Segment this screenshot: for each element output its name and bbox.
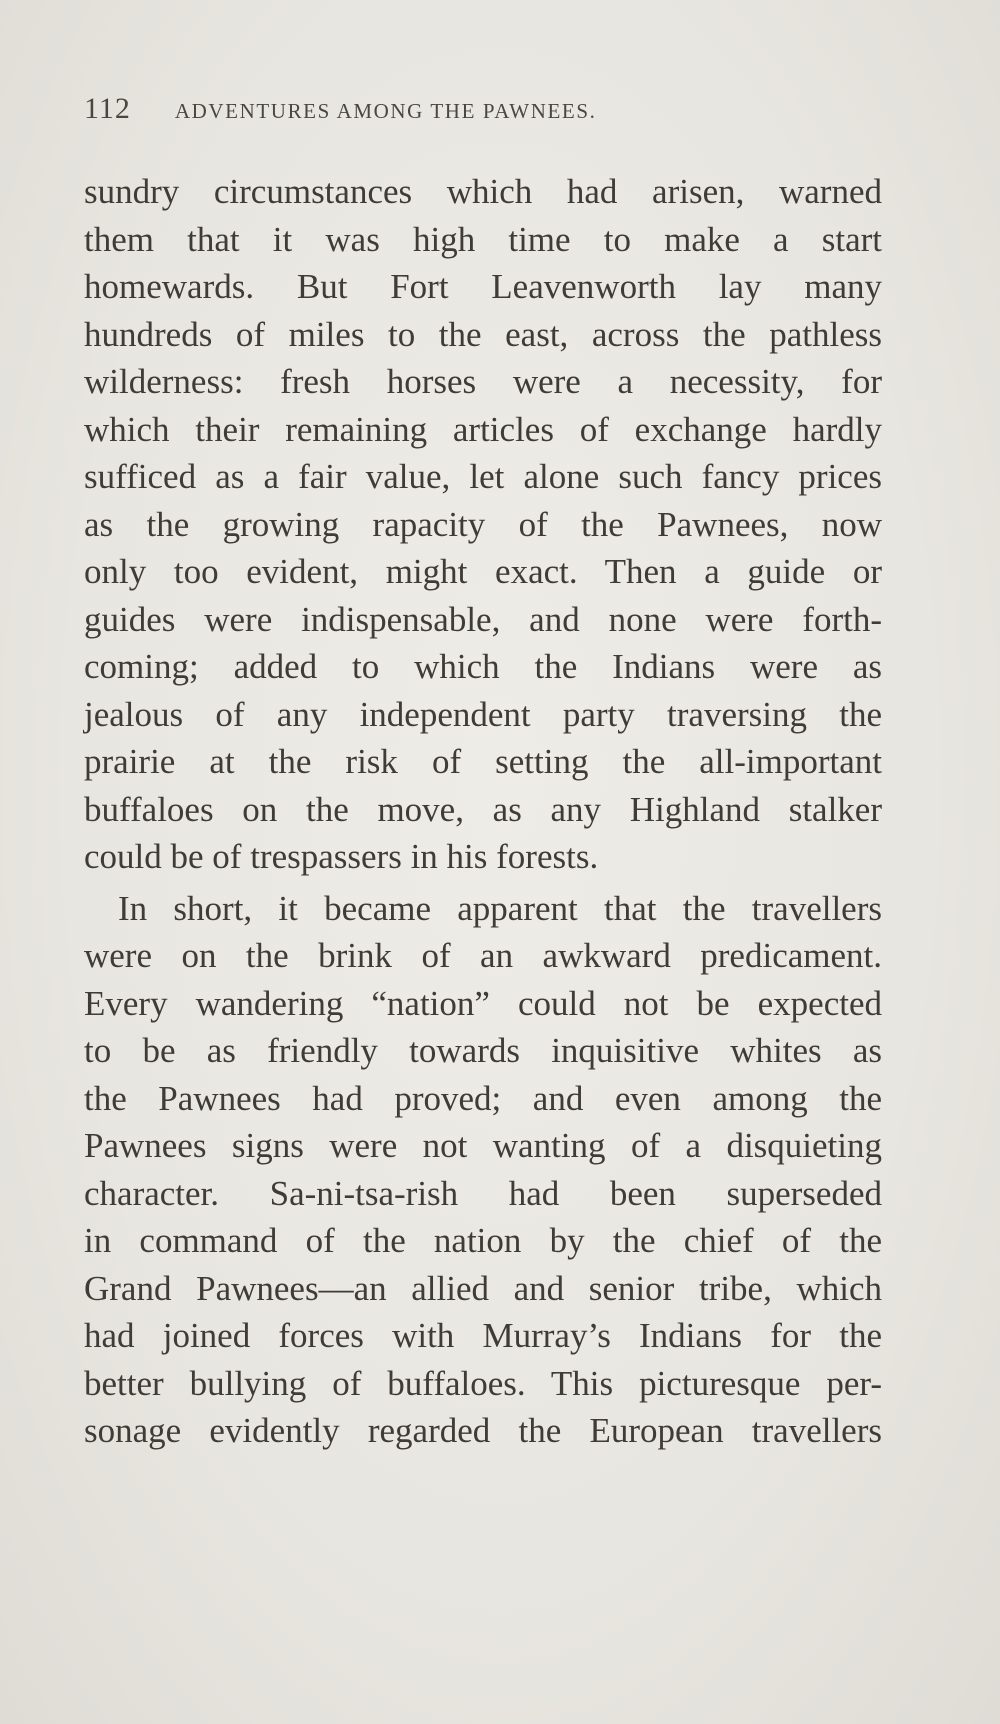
text-line: as the growing rapacity of the Pawnees, now [84,504,882,544]
page-header [84,92,884,132]
paragraph-2 [84,885,882,1455]
text-line: coming; added to which the Indians were as [84,647,882,686]
text-line: the Pawnees had proved; and even among the [84,1078,882,1118]
text-line: in command of the nation by the chief of the [84,1221,882,1260]
text-line: In short, it became apparent that the travellers [118,888,882,928]
text-line: Every wandering “nation” could not be expected [84,983,882,1023]
page-number: 112 [84,92,131,125]
text-line: them that it was high time to make a start [84,219,882,259]
text-line: which their remaining articles of exchange hardly [84,409,882,449]
running-head: ADVENTURES AMONG THE PAWNEES. [174,99,597,123]
paragraph-1 [84,168,882,881]
text-line: had joined forces with Murray’s Indians for the [84,1316,882,1355]
text-line: to be as friendly towards inquisitive whites as [84,1031,882,1070]
text-line: hundreds of miles to the east, across the pathless [84,314,882,354]
text-line: sufficed as a fair value, let alone such fancy prices [84,457,882,496]
text-line: could be of trespassers in his forests. [84,837,599,876]
text-line: prairie at the risk of setting the all-important [84,742,882,781]
text-line: buffaloes on the move, as any Highland stalker [84,789,882,829]
text-line: Pawnees signs were not wanting of a disquieting [84,1126,882,1165]
text-line: jealous of any independent party traversing the [84,694,882,734]
text-line: sonage evidently regarded the European travellers [84,1411,882,1450]
text-line: character. Sa-ni-tsa-rish had been superseded [84,1173,882,1213]
text-line: sundry circumstances which had arisen, warned [84,172,882,211]
body-text [84,168,882,1455]
text-line: guides were indispensable, and none were forth- [84,599,882,639]
text-line: wilderness: fresh horses were a necessity, for [84,362,882,401]
text-line: better bullying of buffaloes. This picturesque per- [84,1363,882,1403]
text-line: homewards. But Fort Leavenworth lay many [84,267,882,306]
text-line: Grand Pawnees—an allied and senior tribe, which [84,1268,882,1308]
text-line: were on the brink of an awkward predicament. [84,936,882,975]
text-line: only too evident, might exact. Then a guide or [84,552,882,591]
